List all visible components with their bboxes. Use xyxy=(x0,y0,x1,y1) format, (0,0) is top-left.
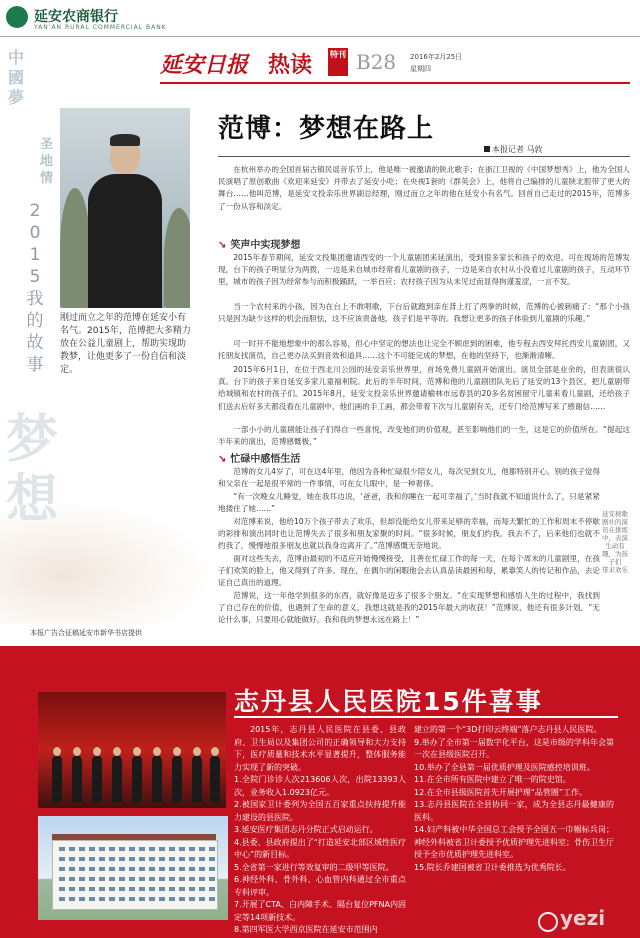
building-window xyxy=(189,847,195,851)
building-window xyxy=(139,877,145,881)
story-char: 我 xyxy=(26,289,44,309)
credit-line: 带来欢乐 xyxy=(602,566,628,574)
building-window xyxy=(59,847,65,851)
slogan-char: 地 xyxy=(40,154,54,169)
building-window xyxy=(209,887,215,891)
building-window xyxy=(169,887,175,891)
building-window xyxy=(119,867,125,871)
ad-item: 8.第四军医大学西京医院在延安市范围内 xyxy=(234,925,378,934)
building-window xyxy=(89,847,95,851)
person-figure xyxy=(72,756,82,802)
building-window xyxy=(119,887,125,891)
subhead-text: 忙碌中感悟生活 xyxy=(230,454,301,465)
building-window xyxy=(179,897,185,901)
article-paragraph: 范博说，这一年他学到很多的东西，就好像是迈多了很多个朋友。“在实现梦想和感悟人生的过程中，我找到了自己存在的价值，也遇到了生命的意义，我想这就是我的2015年最大的收获！”范博说，他还有很多计划，“无论什么事，只要用心就能做好，我和我的梦想永远在路上！” xyxy=(218,591,600,625)
building-window xyxy=(209,857,215,861)
issue-date: 2016年2月25日 xyxy=(410,53,463,61)
story-char: 0 xyxy=(29,223,41,243)
building-window xyxy=(129,877,135,881)
building-window xyxy=(139,847,145,851)
weekday: 星期四 xyxy=(410,65,431,73)
building-window xyxy=(209,847,215,851)
person-figure xyxy=(210,756,220,802)
hospital-building-photo xyxy=(38,816,228,920)
building-window xyxy=(159,857,165,861)
building-window xyxy=(139,867,145,871)
headline-rule xyxy=(218,156,630,157)
building-window xyxy=(99,867,105,871)
building-window xyxy=(89,887,95,891)
ad-title-rule xyxy=(234,716,618,718)
person-figure xyxy=(92,756,102,802)
person-figure xyxy=(112,756,122,802)
story-char: 1 xyxy=(29,245,41,265)
illustration-credit: 本报广告合征稿延安市新华书店提供 xyxy=(30,629,142,637)
article-paragraph: 范博的女儿4岁了，可在这4年里，他因为各种忙碌很少陪女儿，每次见到女儿，他都特别开心。别的孩子觉得和父亲在一起是很平常的一件事情，可在女儿眼中，是一种奢侈。 xyxy=(218,467,600,489)
bank-subtitle: YAN'AN RURAL COMMERCIAL BANK xyxy=(34,24,167,31)
ad-item: 7.开展了CTA、白内障手术、隔台复位PFNA内固定等14项新技术。 xyxy=(234,900,406,922)
special-badge: 特刊 xyxy=(328,48,348,76)
building-window xyxy=(79,867,85,871)
person-figure xyxy=(132,756,142,802)
building-window xyxy=(99,847,105,851)
building-window xyxy=(89,857,95,861)
person-body xyxy=(88,174,162,308)
award-ceremony-photo xyxy=(38,692,226,808)
building-window xyxy=(109,897,115,901)
building-window xyxy=(199,897,205,901)
ad-item: 11.在全市所有医院中建立了唯一的院史馆。 xyxy=(414,775,571,784)
building-window xyxy=(189,887,195,891)
building-window xyxy=(89,867,95,871)
section-title: 热读 xyxy=(268,53,313,78)
building-window xyxy=(109,877,115,881)
building-window xyxy=(199,887,205,891)
building-window xyxy=(139,887,145,891)
ad-item: 1.全院门诊诊人次213606人次，出院13393人次，业务收入1.0923亿元。 xyxy=(234,775,406,797)
article-paragraph: 对范博来说，他给10万个孩子带去了欢乐，但却没能给女儿带来足够的幸福，而每天繁忙的工作和周末不停歇的彩排和演出同时也让范博失去了很多和朋友家聚的时间。“很多时候，朋友们约我，我去不了，后来他们也就不约我了，慢慢地很多朋友也就以我身边离开了。”范博感慨无奈地说。 xyxy=(218,517,600,551)
building-window xyxy=(69,867,75,871)
ad-item: 12.在全市县级医院首先开展护理“品管圈”工作。 xyxy=(414,787,588,797)
story-char: 2 xyxy=(29,201,41,221)
article-paragraph: 可一时开不能地想象中的那么容易，但心中坚定的想法也让完全不顾虑到的困难，他专程去西安拜托西安儿童剧团，又托朋友找演员，自己更办法买到音效和道具……这个不可能完成的梦想，在他的坚持下，也渐渐清晰。 xyxy=(218,339,630,361)
story-char: 事 xyxy=(26,355,44,375)
ad-item: 13.志丹县医院在全县协同一家，成为全县志丹最健康的医科。 xyxy=(414,800,614,822)
building-window xyxy=(109,887,115,891)
building-window xyxy=(209,877,215,881)
person-figure xyxy=(52,756,62,802)
building-window xyxy=(139,857,145,861)
building-window xyxy=(109,867,115,871)
dream-calligraphy: 梦想 xyxy=(6,409,59,530)
building-window xyxy=(79,877,85,881)
building-window xyxy=(69,897,75,901)
building-window xyxy=(59,897,65,901)
building-window xyxy=(119,857,125,861)
article-paragraph: 面对这些失去，范博由最初的不适应开始慢慢接受，且善在忙碌工作的每一天，在每个周末的儿童剧里，在孩子们欢笑的脸上，他又得到了许多。现在，在偶尔的闲暇他会去认真品读最困和每，累靠笑人的传记和作品，去论证自己真出的道理。 xyxy=(218,554,600,588)
building-window xyxy=(209,897,215,901)
ad-title: 志丹县人民医院15件喜事 xyxy=(234,687,543,716)
page-number: B28 xyxy=(356,50,397,74)
photo-caption: 刚过而立之年的范博在延安小有名气。2015年，范博把大多精力放在公益儿童剧上，帮助实现助教梦，让他更多了一份自信和淡定。 xyxy=(60,313,191,375)
story-char: 5 xyxy=(29,267,41,287)
building-window xyxy=(189,897,195,901)
building-window xyxy=(99,877,105,881)
wechat-watermark-icon xyxy=(538,912,558,932)
hospital-building xyxy=(52,840,218,910)
building-window xyxy=(119,847,125,851)
ad-item: 10.举办了全县第一届优质护理及医院感控培训班。 xyxy=(414,762,595,772)
slogan-holy-land xyxy=(40,136,56,187)
byline: 本报记者 马敦 xyxy=(492,145,543,154)
building-window xyxy=(79,847,85,851)
watermark: yezi xyxy=(560,906,606,930)
arrow-icon: ↘ xyxy=(218,454,227,465)
building-window xyxy=(89,897,95,901)
tree xyxy=(164,208,190,308)
building-window xyxy=(119,897,125,901)
building-window xyxy=(79,897,85,901)
slogan-my-story xyxy=(24,200,46,376)
bank-logo-icon xyxy=(6,6,28,28)
ad-item: 3.延安医疗集团志丹分院正式启动运行。 xyxy=(234,825,378,834)
building-window xyxy=(189,857,195,861)
building-window xyxy=(149,897,155,901)
building-window xyxy=(59,877,65,881)
building-window xyxy=(169,857,175,861)
article-paragraph: 当一个农村来的小孩，因为在台上不敢唱歌，下台后就跑到亲在背上打了两拳的时候，范博的心被刺痛了：“那个小孩只是因为缺少这样的机会而胆怯，这不应该责备他，孩子们是平等的。我想让更多的孩子体验到儿童剧的乐趣。” xyxy=(218,302,630,324)
building-window xyxy=(99,857,105,861)
building-window xyxy=(129,897,135,901)
ad-item: 9.举办了全市第一届数字化平台，这是市级的学科年会第一次在县级医院召开。 xyxy=(414,737,614,759)
building-window xyxy=(179,877,185,881)
ad-column-2 xyxy=(414,724,614,874)
building-window xyxy=(109,857,115,861)
building-window xyxy=(129,857,135,861)
building-window xyxy=(99,897,105,901)
building-window xyxy=(59,857,65,861)
ad-item: 14.妇产科被中华全国总工会授予全国五一巾帼标兵岗；神经外科被省卫计委授予优质护理先进科室；骨伤卫生厅授予全市优质护理先进科室。 xyxy=(414,825,614,859)
building-window xyxy=(179,867,185,871)
slogan-char: 中 xyxy=(8,48,25,67)
article-paragraph: 2015年6月1日，在位于西北川公园的延安亲乐世界里，首场免费儿童剧开始演出。演员全部是业余的，但表演很认真。台下的孩子来自延安多家儿童福利院。此后的半年时间，范博和他的儿童剧团队先后了延安的13个县区，把儿童剧带给城镇和农村的孩子们。2015年8月，延安文投亲乐世界邀请榆林市远春县的20多名贫困留守儿童来看儿童剧，还给孩子们送去后好多天都没看在儿童剧中，他们画的手工画，都会带着下次与儿童剧有关，还专门给范博写来了感谢信…… xyxy=(218,365,630,411)
building-window xyxy=(179,847,185,851)
building-window xyxy=(59,887,65,891)
building-window xyxy=(169,847,175,851)
article-headline: 范博：梦想在路上 xyxy=(218,114,435,144)
building-window xyxy=(149,847,155,851)
building-window xyxy=(79,887,85,891)
arrow-icon: ↘ xyxy=(218,240,227,251)
bank-name: 延安农商银行 xyxy=(34,9,118,25)
building-window xyxy=(199,877,205,881)
building-window xyxy=(139,897,145,901)
story-char: 的 xyxy=(26,311,44,331)
building-window xyxy=(79,857,85,861)
building-window xyxy=(159,887,165,891)
building-window xyxy=(149,857,155,861)
person-hair xyxy=(110,134,140,146)
subhead-1 xyxy=(218,236,300,251)
building-window xyxy=(159,877,165,881)
newspaper-name: 延安日报 xyxy=(160,52,249,78)
building-window xyxy=(149,877,155,881)
building-window xyxy=(109,847,115,851)
person-figure xyxy=(152,756,162,802)
person-figure xyxy=(172,756,182,802)
building-window xyxy=(129,847,135,851)
portrait-photo xyxy=(60,108,190,308)
article-paragraph: “有一次晚女儿睡觉，她在我耳边说，‘爸爸，我和你睡在一起可幸福了，’当时我就不知道说什么了，只是紧紧地搂住了她……” xyxy=(218,492,600,514)
vertical-photo-credit xyxy=(600,510,630,574)
building-window xyxy=(209,867,215,871)
story-char: 故 xyxy=(26,333,44,353)
byline-marker xyxy=(484,146,490,152)
building-window xyxy=(179,887,185,891)
building-window xyxy=(159,867,165,871)
building-window xyxy=(169,897,175,901)
credit-line: 延安秧歌剧社的演员在排练中，表演生动有趣，为孩子们 xyxy=(602,510,628,566)
article-paragraph: 一部小小的儿童剧能让孩子们得自一些喜悦，改变他们的价值观，甚至影响他们的一生，这是它的价值所在。“提起这半年来的演出，范博感慨极，” xyxy=(218,425,630,447)
slogan-char: 國 xyxy=(8,68,25,87)
building-window xyxy=(129,867,135,871)
building-window xyxy=(89,877,95,881)
ad-item: 5.全省第一家进行等效复审的二级甲等医院。 xyxy=(234,862,394,872)
building-window xyxy=(159,897,165,901)
ad-intro: 2015年，志丹县人民医院在县委、县政府、卫生局以及集团公司的正确领导和大力支持下，医疗质量和技术水平显著提升，整体服务能力实现了新的突破。 xyxy=(234,725,406,772)
ad-item: 15.院长乔建国被省卫计委推选为优秀院长。 xyxy=(414,862,571,872)
building-window xyxy=(149,887,155,891)
slogan-char: 夢 xyxy=(8,88,25,107)
ad-column-1 xyxy=(234,724,406,937)
masthead xyxy=(160,48,630,76)
subhead-text: 笑声中实现梦想 xyxy=(230,240,301,251)
building-window xyxy=(69,877,75,881)
building-window xyxy=(59,867,65,871)
ad-item: 6.神经外科、骨外科、心血管内科通过全市重点专科评审。 xyxy=(234,875,406,897)
building-window xyxy=(169,877,175,881)
slogan-char: 情 xyxy=(40,171,54,186)
slogan-china-dream xyxy=(8,48,38,108)
person-figure xyxy=(192,756,202,802)
building-window xyxy=(119,877,125,881)
slogan-char: 圣 xyxy=(40,137,54,152)
building-window xyxy=(179,857,185,861)
building-window xyxy=(169,867,175,871)
ad-item: 建立的第一个“3D打印云终端”落户志丹县人民医院。 xyxy=(414,725,602,734)
building-window xyxy=(199,867,205,871)
subhead-2 xyxy=(218,450,300,465)
ad-item: 2.被国家卫计委列为全国五百家重点扶持提升能力建设的县医院。 xyxy=(234,800,406,822)
tree xyxy=(60,188,90,308)
building-window xyxy=(69,857,75,861)
building-window xyxy=(199,847,205,851)
building-window xyxy=(69,887,75,891)
building-window xyxy=(99,887,105,891)
building-window xyxy=(189,877,195,881)
article-paragraph: 2015年春节期间，延安文投集团邀请西安的一个儿童剧团来延演出，受到很多家长和孩子的欢迎。可在现场的范博发现，台下的孩子明显分为两拨，一边是来自城市经常看儿童剧的孩子，一边是来自农村从小没看过儿童剧的孩子，互动环节里，城市的孩子因为经常参与而积极踊跃，一举百应；农村孩子因为从未见过而显得拘谨羞涩，一言不发。 xyxy=(218,253,630,287)
building-window xyxy=(129,887,135,891)
building-window xyxy=(69,847,75,851)
building-window xyxy=(199,857,205,861)
building-window xyxy=(159,847,165,851)
masthead-rule xyxy=(160,82,630,84)
ad-item: 4.县委、县政府提出了“打造延安北部区域性医疗中心”的新目标。 xyxy=(234,837,406,859)
article-intro: 在杭州举办的全国首届古镇民谣音乐节上，他是唯一被邀请的陕北歌手；在浙江卫视的《中国梦想秀》上，他为全国人民演唱了原创歌曲《欢迎来延安》并带去了延安小吃；在央视1套的《群英会》上，他将自己编排的儿童陕北腔带了更大的舞台……他叫范博，是延安文投亲乐世界副总经理，刚过而立之年的他在延安小有名气。回首自己走过的2015年，范博多了一份从容和淡定。 xyxy=(218,165,630,211)
building-window xyxy=(149,867,155,871)
building-window xyxy=(189,867,195,871)
